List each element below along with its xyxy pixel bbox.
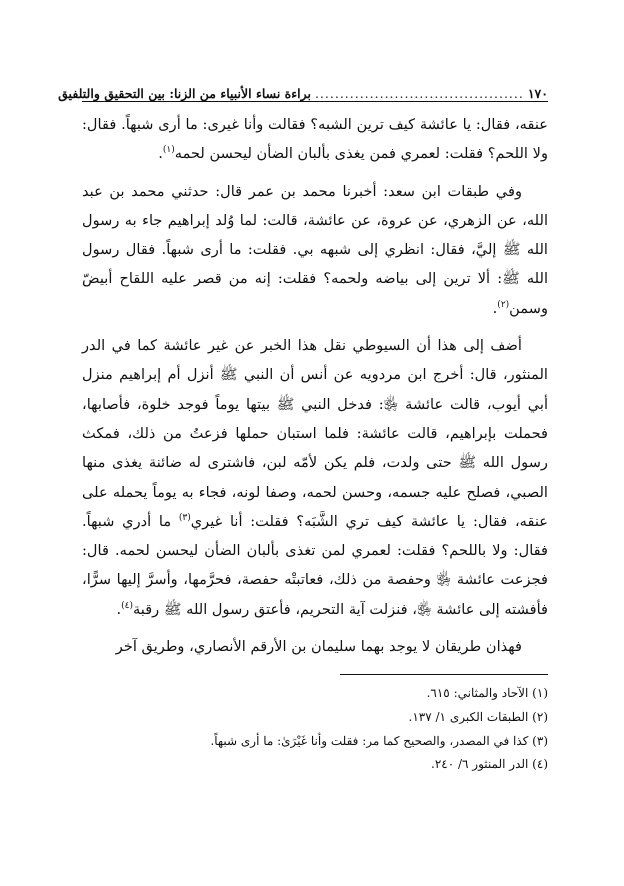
paragraph-text: فهذان طريقان لا يوجد بهما سليمان بن الأرقم الأنصاري، وطريق آخر <box>115 638 522 656</box>
footnote: (٣) كذا في المصدر، والصحيح كما مر: فقلت وأنا غَيْرَىٰ: ما أرى شبهاً. <box>210 733 548 748</box>
paragraph <box>82 632 548 661</box>
paragraph-end: . <box>492 299 498 317</box>
header-dot-leader: .......................................... <box>314 85 524 101</box>
paragraph-end: . <box>158 145 163 163</box>
footnotes <box>82 682 548 777</box>
book-title: براءة نساء الأنبياء من الزنا: بين التحقيق والتلفيق <box>58 85 311 101</box>
running-header <box>58 72 548 101</box>
header-rule <box>82 101 548 102</box>
paragraph-text: عنقه، فقال: يا عائشة كيف ترين الشبه؟ فقالت وأنا غيرى: ما أرى شبهاً. فقال: ولا اللحم؟ فقلت: لعمري فمن يغذى بألبان الضأن ليحسن لحمه <box>82 116 548 163</box>
footnote-ref: (١) <box>162 145 175 156</box>
paragraph <box>82 331 548 624</box>
paragraph <box>82 177 548 323</box>
footnote: (٤) الدر المنثور ٦/ ٢٤٠. <box>431 757 548 772</box>
paragraph-end: . <box>116 600 122 618</box>
footnote-ref: (٢) <box>497 299 510 310</box>
paragraph-text: أضف إلى هذا أن السيوطي نقل هذا الخبر عن غير عائشة كما في الدر المنثور، قال: أخرج ابن مردويه عن أنس أن النبي ﷺ أنزل أم إبراهيم منزل أبي أيوب، قالت عائشة ﵂: فدخل النبي ﷺ بيتها يوماً فوجد خلوة، فأصابها، فحملت بإبراهيم، قالت عائشة: فلما استبان حملها فزعتُ من ذلك، فمكث رسول الله ﷺ حتى ولدت، فلم يكن لأمّه لبن، فاشترى له ضائنة يغذى منها الصبي، فصلح عليه جسمه، وحسن لحمه، وصفا لونه، فجاء به يوماً يحمله على عنقه، فقال: يا عائشة كيف تري الشَّبَه؟ فقلت: أنا غيري <box>82 337 549 530</box>
paragraph-text-cont: ما أدري شبهاً. فقال: ولا باللحم؟ فقلت: لعمري لمن تغذى بألبان الضأن ليحسن لحمه. قال: فجزعت عائشة ﵂ وحفصة من ذلك، فعاتبتْه حفصة، فحرَّمها، وأسرَّ إليها سرًّا، فأفشته إلى عائشة ﵂، فنزلت آية التحريم، فأعتق رسول الله ﷺ رقبة <box>82 512 548 618</box>
paragraph-text: وفي طبقات ابن سعد: أخبرنا محمد بن عمر قال: حدثني محمد بن عبد الله، عن الزهري، عن عروة، عن عائشة، قالت: لما وُلد إبراهيم جاء به رسول الله ﷺ إليَّ، فقال: انظري إلى شبهه بي. فقلت: ما أرى شبهاً. فقال رسول الله ﷺ: ألا ترين إلى بياضه ولحمه؟ فقلت: إنه من قصر عليه اللقاح أبيضّ وسمن <box>82 182 548 317</box>
footnote-ref: (٤) <box>121 600 133 611</box>
footnote-rule <box>340 674 548 675</box>
footnote: (٢) الطبقات الكبرى ١/ ١٣٧. <box>408 709 548 724</box>
body-text <box>82 110 548 661</box>
page-number: ١٧٠ <box>527 85 548 101</box>
footnote-ref: (٣) <box>178 513 191 523</box>
paragraph <box>82 110 548 169</box>
footnote: (١) الآحاد والمثاني: ٦١٥. <box>426 686 548 700</box>
